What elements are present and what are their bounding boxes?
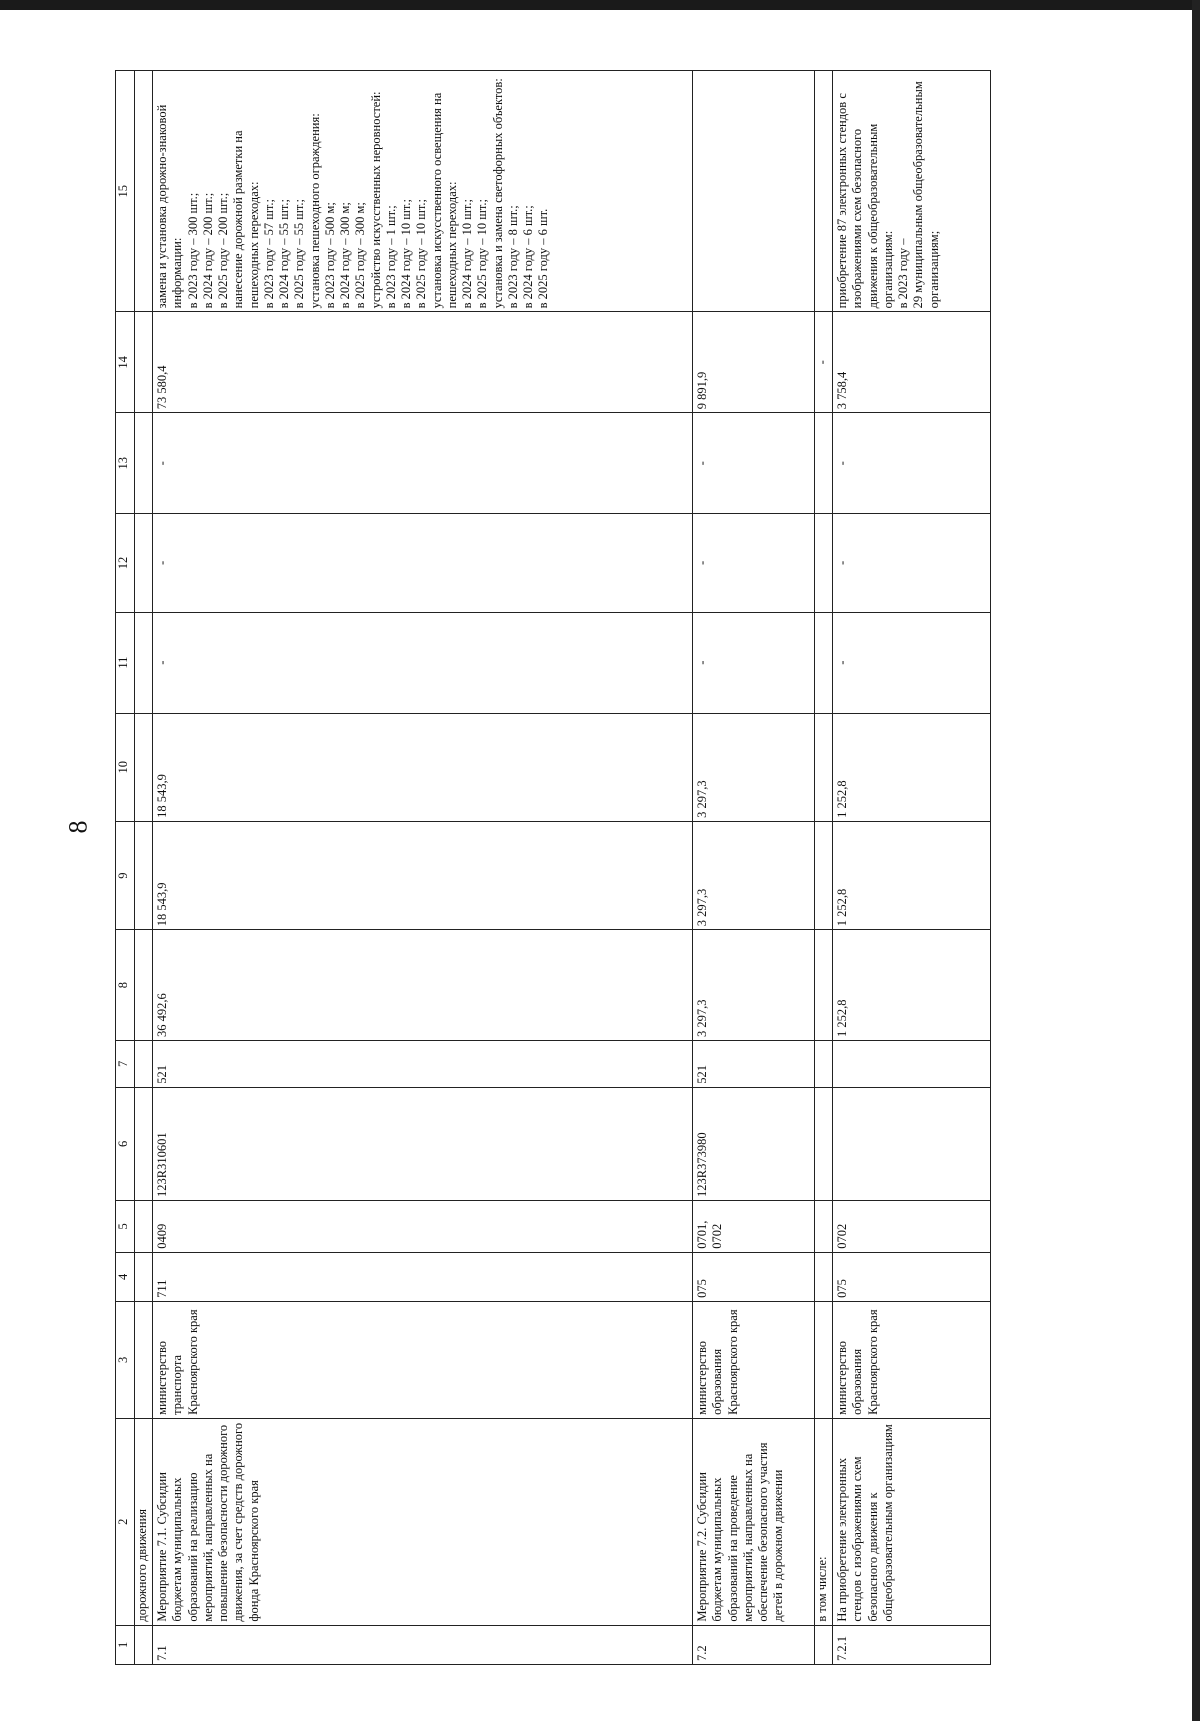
table-row <box>153 71 693 1665</box>
table-row <box>815 71 833 1665</box>
col-header-7: 7 <box>116 1041 135 1088</box>
code-expense: 521 <box>693 1041 815 1088</box>
col-header-9: 9 <box>116 821 135 929</box>
col-header-11: 11 <box>116 612 135 713</box>
page-number: 8 <box>63 820 93 834</box>
code-section: 0409 <box>153 1201 693 1253</box>
amount-col9: 1 252,8 <box>833 821 991 929</box>
amount-col8: 36 492,6 <box>153 930 693 1041</box>
col-header-6: 6 <box>116 1087 135 1200</box>
code-expense: 521 <box>153 1041 693 1088</box>
amount-col13: - <box>693 413 815 514</box>
measure-name: Мероприятие 7.1. Субсидии бюджетам муниципальных образований на реализацию мероприятий, направленных на повышение безопасности дорожного движения, за счет средств дорожного фонда Красноярского края <box>153 1418 693 1625</box>
col-header-14: 14 <box>116 312 135 413</box>
amount-col13: - <box>153 413 693 514</box>
row-number: 7.1 <box>153 1625 693 1664</box>
rotated-table-area <box>115 70 1055 1665</box>
measure-name: Мероприятие 7.2. Субсидии бюджетам муниципальных образований на проведение мероприятий, направленных на обеспечение безопасного участия детей в дорожном движении <box>693 1418 815 1625</box>
amount-col11: - <box>833 612 991 713</box>
measure-name: в том числе: <box>815 1418 833 1625</box>
expected-result: замена и установка дорожно-знаковой информации: в 2023 году – 300 шт.; в 2024 году – 200 шт.; в 2025 году – 200 шт.; нанесение дорожной разметки на пешеходных переходах: в 2023 году – 57 шт.; в 2024 году – 55 шт.; в 2025 году – 55 шт.; установка пешеходного ограждения: в 2023 году – 500 м; в 2024 году – 300 м; в 2025 году – 300 м; устройство искусственных неровностей: в 2023 году – 1 шт.; в 2024 году – 10 шт.; в 2025 году – 10 шт.; установка искусственного освещения на пешеходных переходах: в 2024 году – 10 шт.; в 2025 году – 10 шт.; установка и замена светофорных объектов: в 2023 году – 8 шт.; в 2024 году – 6 шт.; в 2025 году – 6 шт. <box>153 71 693 312</box>
col-header-13: 13 <box>116 413 135 514</box>
scan-right-border <box>1192 0 1200 1721</box>
amount-total: 9 891,9 <box>693 312 815 413</box>
responsible-body: министерство образования Красноярского края <box>693 1301 815 1418</box>
expected-result: приобретение 87 электронных стендов с изображениями схем безопасного движения к общеобразовательным организациям: в 2023 году – 29 муниципальным общеобразовательным организациям; <box>833 71 991 312</box>
col-header-5: 5 <box>116 1201 135 1253</box>
scan-top-border <box>0 0 1200 10</box>
amount-col10: 18 543,9 <box>153 713 693 821</box>
responsible-body: министерство транспорта Красноярского края <box>153 1301 693 1418</box>
amount-col8: 3 297,3 <box>693 930 815 1041</box>
table-row <box>693 71 815 1665</box>
col-header-1: 1 <box>116 1625 135 1664</box>
amount-col10: 3 297,3 <box>693 713 815 821</box>
table-row <box>833 71 991 1665</box>
code-target: 123R373980 <box>693 1087 815 1200</box>
row-number: 7.2.1 <box>833 1625 991 1664</box>
col-header-2: 2 <box>116 1418 135 1625</box>
column-number-row <box>116 71 135 1665</box>
col-header-8: 8 <box>116 930 135 1041</box>
amount-col9: 3 297,3 <box>693 821 815 929</box>
amount-total: - <box>815 312 833 413</box>
code-section: 0701, 0702 <box>693 1201 815 1253</box>
responsible-body: министерство образования Красноярского края <box>833 1301 991 1418</box>
amount-col8: 1 252,8 <box>833 930 991 1041</box>
row-number <box>815 1625 833 1664</box>
measure-name: На приобретение электронных стендов с изображениями схем безопасного движения к общеобразовательным организациям <box>833 1418 991 1625</box>
col-header-12: 12 <box>116 514 135 612</box>
col-header-3: 3 <box>116 1301 135 1418</box>
amount-col10: 1 252,8 <box>833 713 991 821</box>
code-grbs: 711 <box>153 1252 693 1301</box>
amount-col12: - <box>833 514 991 612</box>
amount-col12: - <box>693 514 815 612</box>
continuation-row <box>135 71 153 1665</box>
budget-table <box>115 70 991 1665</box>
amount-total: 3 758,4 <box>833 312 991 413</box>
continuation-text: дорожного движения <box>135 1418 153 1625</box>
code-expense <box>833 1041 991 1088</box>
amount-total: 73 580,4 <box>153 312 693 413</box>
row-number: 7.2 <box>693 1625 815 1664</box>
col-header-4: 4 <box>116 1252 135 1301</box>
col-header-15: 15 <box>116 71 135 312</box>
expected-result <box>693 71 815 312</box>
code-target: 123R310601 <box>153 1087 693 1200</box>
amount-col12: - <box>153 514 693 612</box>
code-grbs: 075 <box>693 1252 815 1301</box>
code-grbs: 075 <box>833 1252 991 1301</box>
col-header-10: 10 <box>116 713 135 821</box>
amount-col11: - <box>693 612 815 713</box>
code-target <box>833 1087 991 1200</box>
amount-col9: 18 543,9 <box>153 821 693 929</box>
code-section: 0702 <box>833 1201 991 1253</box>
amount-col11: - <box>153 612 693 713</box>
amount-col13: - <box>833 413 991 514</box>
